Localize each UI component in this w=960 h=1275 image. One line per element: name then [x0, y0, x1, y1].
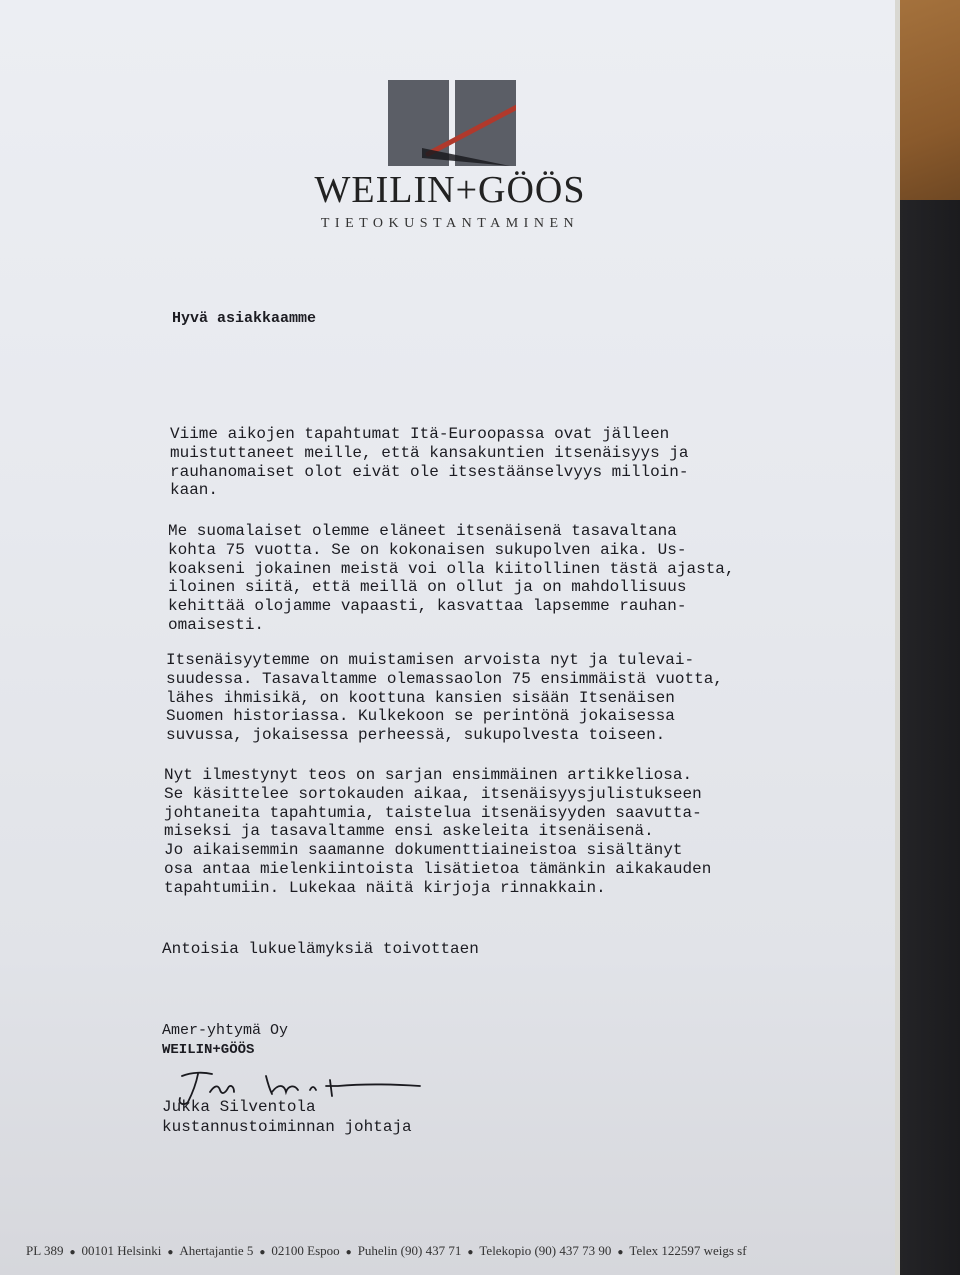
salutation: Hyvä asiakkaamme: [172, 310, 317, 327]
organization-brand: WEILIN+GÖÖS: [162, 1042, 255, 1058]
closing-line: Antoisia lukuelämyksiä toivottaen: [162, 940, 479, 958]
brand-subtitle: TIETOKUSTANTAMINEN: [320, 216, 580, 231]
bullet-icon: ●: [259, 1247, 266, 1258]
footer-po-box: PL 389: [26, 1243, 64, 1258]
bullet-icon: ●: [617, 1247, 624, 1258]
organization-name: Amer-yhtymä Oy: [162, 1022, 289, 1039]
signer-name: Jukka Silventola: [162, 1098, 316, 1116]
footer-street: Ahertajantie 5: [179, 1243, 254, 1258]
body-paragraph-1: Viime aikojen tapahtumat Itä-Euroopassa ovat jälleen muistuttaneet meille, että kansakuntien itsenäisyys ja rauhanomaiset olot eivät ole itsestäänselvyys milloin- kaan.: [170, 425, 689, 500]
footer-phone: Puhelin (90) 437 71: [357, 1243, 462, 1258]
footer-postal-city: 00101 Helsinki: [81, 1243, 162, 1258]
publisher-logo-icon: [388, 80, 516, 166]
signer-title: kustannustoiminnan johtaja: [162, 1118, 412, 1136]
footer-postal-city-2: 02100 Espoo: [271, 1243, 340, 1258]
bullet-icon: ●: [345, 1247, 352, 1258]
footer-fax: Telekopio (90) 437 73 90: [479, 1243, 612, 1258]
body-paragraph-3: Itsenäisyytemme on muistamisen arvoista nyt ja tulevai- suudessa. Tasavaltamme olemassaolon 75 ensimmäistä vuotta, lähes ihmisikä, on koottuna kansien sisään Itsenäisen Suomen historiassa. Kulkekoon se perintönä jokaisessa suvussa, jokaisessa perheessä, sukupolvesta toiseen.: [166, 651, 723, 745]
letterhead-footer: [26, 1243, 886, 1259]
footer-telex: Telex 122597 weigs sf: [629, 1243, 747, 1258]
bullet-icon: ●: [69, 1247, 76, 1258]
brand-name: WEILIN+GÖÖS: [314, 169, 586, 211]
body-paragraph-4: Nyt ilmestynyt teos on sarjan ensimmäinen artikkeliosa. Se käsittelee sortokauden aikaa, itsenäisyysjulistukseen johtaneita tapahtumia, taistelua itsenäisyyden saavutta- miseksi ja tasavaltamme ensi askeleita itsenäisenä. Jo aikaisemmin saamanne dokumenttiaineistoa sisältänyt osa antaa mielenkiintoista lisätietoa tämänkin aikakauden tapahtumiin. Lukekaa näitä kirjoja rinnakkain.: [164, 766, 712, 897]
bullet-icon: ●: [467, 1247, 474, 1258]
body-paragraph-2: Me suomalaiset olemme eläneet itsenäisenä tasavaltana kohta 75 vuotta. Se on kokonaisen sukupolven aika. Us- koakseni jokainen meistä voi olla kiitollinen tästä ajasta, iloinen siitä, että meillä on ollut ja on mahdollisuus kehittää olojamme vapaasti, kasvattaa lapsemme rauhan- omaisesti.: [168, 522, 735, 634]
bullet-icon: ●: [167, 1247, 174, 1258]
